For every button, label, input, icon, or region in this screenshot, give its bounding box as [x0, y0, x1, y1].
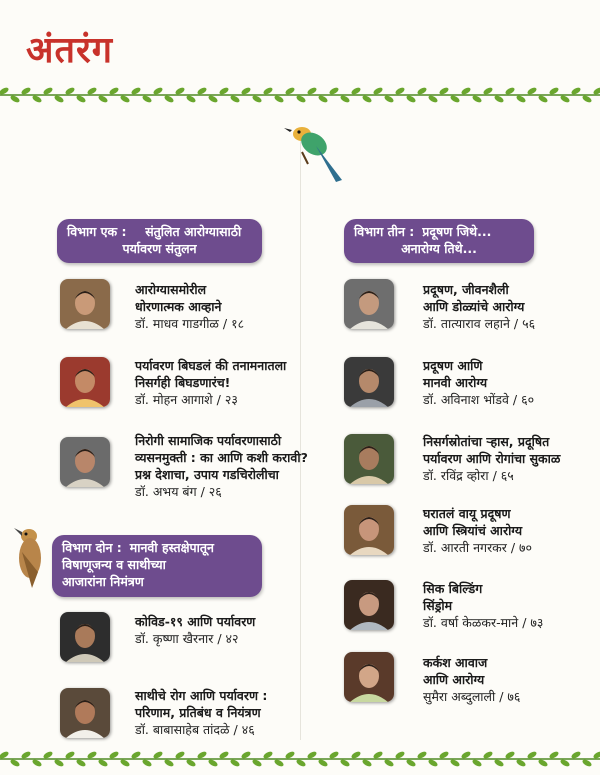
- article-author: डॉ. अविनाश भोंडवे / ६०: [423, 392, 535, 407]
- article-author: डॉ. माधव गाडगीळ / १८: [135, 316, 245, 331]
- page-title: अंतरंग: [26, 29, 114, 71]
- article-title-line: कोविड-१९ आणि पर्यावरण: [135, 614, 256, 629]
- article-title-line: प्रदूषण आणि: [423, 358, 483, 373]
- article-title-line: व्यसनमुक्ती : का आणि कशी करावी?: [135, 450, 308, 465]
- bird-left-illustration: [8, 522, 50, 594]
- article-text: [423, 281, 535, 332]
- section-title-line: संतुलित आरोग्यासाठी: [145, 224, 242, 239]
- article-title-line: आणि स्त्रियांचं आरोग्य: [423, 523, 523, 538]
- article-title-line: निसर्गही बिघडणारंच!: [135, 375, 231, 390]
- section-label: विभाग दोन :: [62, 540, 122, 555]
- article-author: डॉ. मोहन आगाशे / २३: [135, 392, 238, 407]
- article-text: [135, 281, 244, 332]
- article-text: [423, 433, 560, 484]
- section-header-vibhag-don: [52, 535, 262, 597]
- article-text: [423, 357, 534, 408]
- author-portrait: [344, 580, 394, 630]
- section-title-line: अनारोग्य तिथे...: [401, 241, 477, 256]
- bird-top-illustration: [280, 120, 350, 190]
- article-title-line: कर्कश आवाज: [423, 655, 488, 670]
- article-title-line: सिंड्रोम: [423, 598, 453, 613]
- vine-border-top: [0, 86, 600, 104]
- article-author: डॉ. तात्याराव लहाने / ५६: [423, 316, 536, 331]
- author-portrait: [60, 279, 110, 329]
- article-title-line: निरोगी सामाजिक पर्यावरणासाठी: [135, 433, 282, 448]
- article-title-line: प्रदूषण, जीवनशैली: [423, 282, 509, 297]
- author-portrait: [344, 505, 394, 555]
- article-title-line: सिक बिल्डिंग: [423, 581, 483, 596]
- author-portrait: [344, 279, 394, 329]
- article-author: डॉ. कृष्णा खैरनार / ४२: [135, 631, 239, 646]
- article-title-line: पर्यावरण बिघडलं की तनामनातला: [135, 358, 287, 373]
- author-portrait: [344, 434, 394, 484]
- article-author: डॉ. रविंद्र व्होरा / ६५: [423, 468, 514, 483]
- article-text: [135, 687, 267, 738]
- author-portrait: [60, 437, 110, 487]
- author-portrait: [60, 357, 110, 407]
- article-text: [135, 357, 286, 408]
- section-title-line: प्रदूषण जिथे...: [422, 224, 492, 239]
- article-author: डॉ. आरती नगरकर / ७०: [423, 540, 533, 555]
- article-title-line: घरातलं वायू प्रदूषण: [423, 506, 511, 521]
- section-label: विभाग तीन :: [354, 224, 415, 239]
- section-title-line: आजारांना निमंत्रण: [62, 574, 144, 589]
- author-portrait: [344, 652, 394, 702]
- author-portrait: [60, 688, 110, 738]
- section-title-line: मानवी हस्तक्षेपातून: [129, 540, 214, 555]
- article-title-line: धोरणात्मक आव्हाने: [135, 299, 222, 314]
- article-title-line: आणि आरोग्य: [423, 672, 485, 687]
- section-header-vibhag-teen: [344, 219, 534, 263]
- article-title-line: परिणाम, प्रतिबंध व नियंत्रण: [135, 705, 261, 720]
- author-portrait: [60, 612, 110, 662]
- article-text: [423, 654, 520, 705]
- article-author: डॉ. अभय बंग / २६: [135, 484, 222, 499]
- section-title-line: पर्यावरण संतुलन: [122, 241, 197, 256]
- article-author: सुमैरा अब्दुलाली / ७६: [423, 689, 521, 704]
- section-label: विभाग एक :: [67, 224, 127, 239]
- article-title-line: निसर्गस्रोतांचा ऱ्हास, प्रदूषित: [423, 434, 550, 449]
- article-title-line: आरोग्यासमोरील: [135, 282, 207, 297]
- article-title-line: प्रश्न देशाचा, उपाय गडचिरोलीचा: [135, 467, 279, 482]
- vine-border-bottom: [0, 750, 600, 768]
- article-title-line: साथीचे रोग आणि पर्यावरण :: [135, 688, 268, 703]
- article-text: [135, 613, 255, 647]
- article-author: डॉ. बाबासाहेब तांदळे / ४६: [135, 722, 255, 737]
- article-title-line: मानवी आरोग्य: [423, 375, 488, 390]
- article-author: डॉ. वर्षा केळकर-माने / ७३: [423, 615, 544, 630]
- article-text: [423, 505, 532, 556]
- article-title-line: आणि डोळ्यांचे आरोग्य: [423, 299, 525, 314]
- article-text: [423, 580, 543, 631]
- author-portrait: [344, 357, 394, 407]
- section-header-vibhag-ek: [57, 219, 262, 263]
- article-title-line: पर्यावरण आणि रोगांचा सुकाळ: [423, 451, 561, 466]
- article-text: [135, 432, 308, 500]
- section-title-line: विषाणूजन्य व साथीच्या: [62, 557, 166, 572]
